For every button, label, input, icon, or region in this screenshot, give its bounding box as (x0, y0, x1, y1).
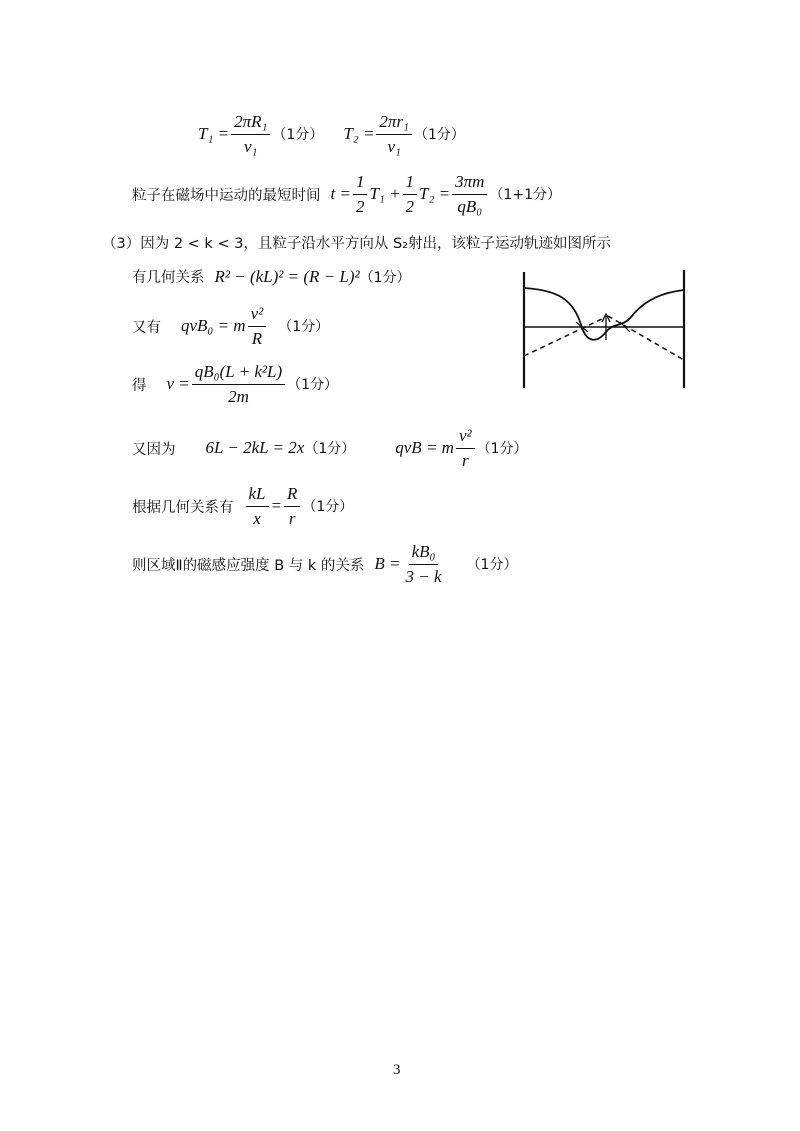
also2-score2: （1分） (476, 441, 528, 458)
result-den: qB₀ (457, 196, 483, 216)
geometry-score: （1分） (359, 269, 411, 286)
get-v-den: 2m (228, 386, 249, 406)
geo2-den-2: r (288, 508, 296, 528)
trajectory-diagram (516, 268, 692, 392)
also1-lhs: qvB₀ = m (181, 316, 246, 336)
geo2-eq: = (270, 496, 282, 516)
t2-fraction (376, 112, 412, 156)
final-num: kB₀ (409, 542, 439, 565)
t-formulas-line (198, 112, 465, 156)
also1-num: v² (248, 304, 267, 327)
half-num-2: 1 (403, 172, 418, 195)
final-den: 3 − k (405, 566, 442, 586)
t2-score: （1分） (413, 127, 465, 144)
final-lhs: B = (374, 554, 401, 574)
t1-lhs: T₁ = (198, 124, 230, 144)
get-v-line (132, 362, 338, 406)
t1-den: v₁ (244, 136, 258, 156)
page-number: 3 (393, 1062, 401, 1078)
also2-line (132, 426, 528, 470)
get-v-num: qB₀(L + k²L) (192, 362, 285, 385)
geo2-line (132, 484, 353, 528)
also1-den: R (251, 328, 263, 348)
part3-line (102, 232, 611, 253)
geo2-den-1: x (253, 508, 261, 528)
min-time-t1: T₁ + (369, 184, 401, 204)
geo2-num-1: kL (246, 484, 269, 507)
also2-formula: 6L − 2kL = 2x (205, 438, 305, 458)
part3-label: （3） (102, 236, 141, 252)
min-time-score: （1+1分） (489, 187, 561, 204)
t1-fraction (231, 112, 270, 156)
geo2-num-2: R (284, 484, 300, 507)
half-den-1: 2 (355, 196, 365, 216)
get-v-score: （1分） (287, 377, 339, 394)
half-num-1: 1 (353, 172, 368, 195)
dashed-chord-left (524, 316, 608, 356)
dashed-chord-right (608, 316, 684, 360)
also1-fraction (248, 304, 267, 348)
get-v-fraction (192, 362, 285, 406)
final-text: 则区域Ⅱ的磁感应强度 B 与 k 的关系 (132, 557, 365, 574)
geo2-fraction-2 (284, 484, 300, 528)
t2-lhs: T₂ = (343, 124, 375, 144)
also2-score1: （1分） (304, 441, 356, 458)
min-time-t2: T₂ = (419, 184, 451, 204)
geo2-score: （1分） (302, 499, 354, 516)
result-fraction (452, 172, 487, 216)
also1-text: 又有 (132, 319, 161, 336)
min-time-text: 粒子在磁场中运动的最短时间 (132, 187, 321, 204)
geo2-text: 根据几何关系有 (132, 499, 234, 516)
part3-text: 因为 2 < k < 3，且粒子沿水平方向从 S₂射出，该粒子运动轨迹如图所示 (140, 236, 612, 252)
half-fraction-2 (403, 172, 418, 216)
also1-score: （1分） (278, 319, 330, 336)
also1-line (132, 304, 329, 348)
min-time-line (132, 172, 561, 216)
also2-den: r (461, 450, 469, 470)
t2-den: v₁ (387, 136, 401, 156)
t1-score: （1分） (272, 127, 324, 144)
get-v-text: 得 (132, 377, 147, 394)
also2-num: v² (456, 426, 475, 449)
final-line (132, 542, 517, 586)
t2-num: 2πr₁ (376, 112, 412, 135)
half-fraction-1 (353, 172, 368, 216)
also2-fraction (456, 426, 475, 470)
trajectory-curve (524, 288, 684, 340)
also2-text: 又因为 (132, 441, 176, 458)
geometry-line (132, 266, 411, 287)
also2-lhs2: qvB = m (395, 438, 454, 458)
t1-num: 2πR₁ (231, 112, 270, 135)
final-score: （1分） (466, 557, 518, 574)
result-num: 3πm (452, 172, 487, 195)
get-v-lhs: v = (166, 374, 190, 394)
geo2-fraction-1 (246, 484, 269, 528)
geometry-formula: R² − (kL)² = (R − L)² (214, 266, 360, 286)
half-den-2: 2 (405, 196, 415, 216)
geometry-text: 有几何关系 (132, 270, 205, 286)
min-time-lhs: t = (330, 184, 351, 204)
final-fraction (403, 542, 445, 586)
